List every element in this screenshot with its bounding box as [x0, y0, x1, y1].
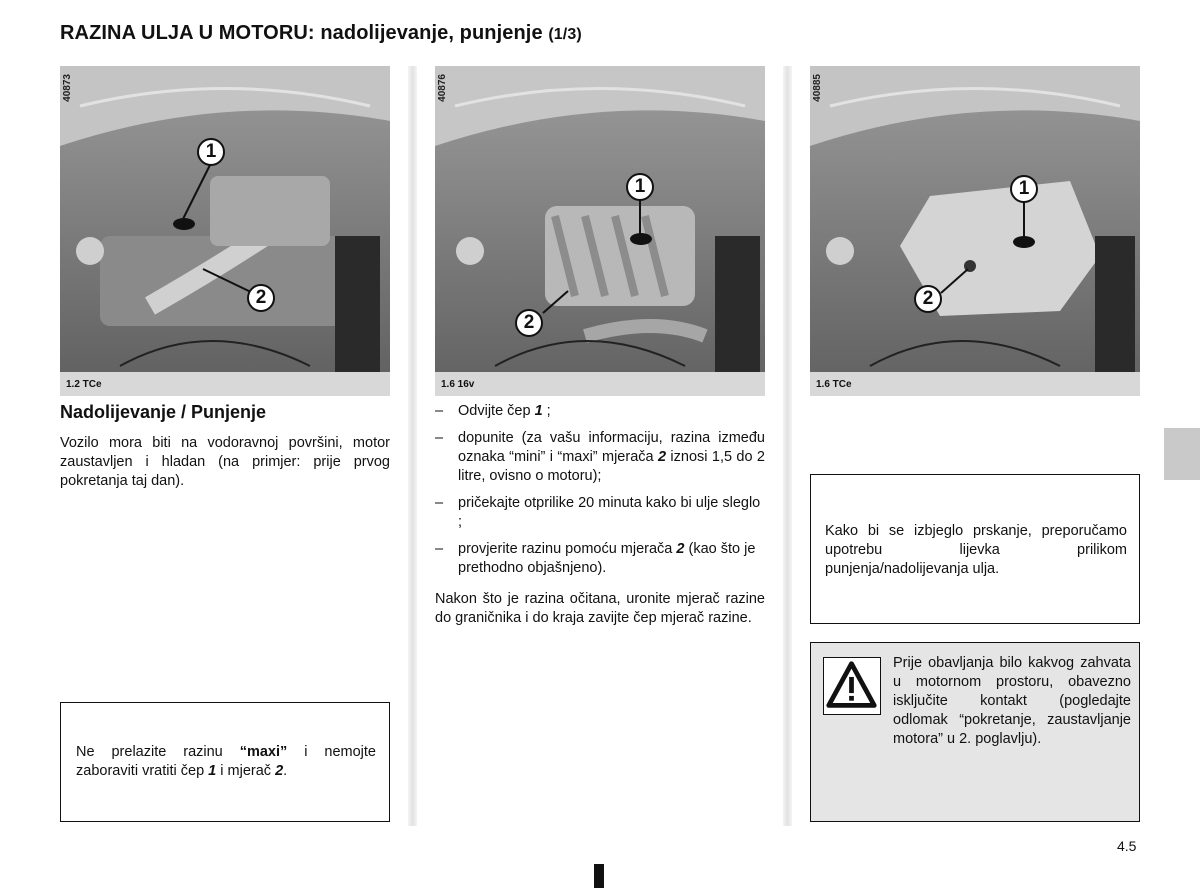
chapter-tab: [1164, 428, 1200, 480]
step-text: pričekajte otprilike 20 minuta kako bi ulje sleglo ;: [458, 495, 761, 530]
step-text: ;: [542, 403, 551, 419]
page-title: [60, 22, 582, 45]
engine-label: 1.2 TCe: [66, 379, 102, 390]
bullet-dash: –: [435, 403, 444, 419]
step-ref: 2: [657, 449, 667, 465]
step-text: dopunite (za vašu informaciju, razina između oznaka “mini” i “maxi” mjerača: [458, 430, 765, 465]
engine-bay-illustration-3: [810, 66, 1140, 396]
engine-photo-2: [435, 66, 765, 396]
note-maxi: “maxi”: [239, 744, 288, 760]
callout-2: 2: [515, 309, 543, 337]
bullet-dash: –: [435, 430, 444, 446]
note-text-part: i nemojte zaboraviti vratiti čep: [76, 744, 377, 779]
note-text-part: i mjerač: [216, 763, 276, 779]
step-ref: 1: [534, 403, 543, 419]
page-title-text: RAZINA ULJA U MOTORU: nadolijevanje, punjenje: [60, 22, 543, 44]
note-text: [76, 743, 376, 781]
warning-triangle-graphic: [824, 658, 879, 713]
step-ref: 2: [676, 541, 685, 557]
engine-bay-illustration-2: [435, 66, 765, 396]
step-text: provjerite razinu pomoću mjerača: [458, 541, 677, 557]
crop-mark: [594, 864, 604, 888]
note-ref-cap: 1: [208, 763, 217, 779]
note-box: [60, 702, 390, 822]
column-divider-1: [408, 66, 417, 826]
list-item: [435, 540, 765, 578]
photo-reference-number: 40876: [437, 74, 448, 102]
callout-1: 1: [1010, 175, 1038, 203]
engine-label: 1.6 16v: [441, 379, 475, 390]
warning-triangle-icon: [823, 657, 881, 715]
info-box: [810, 474, 1140, 624]
bullet-dash: –: [435, 495, 444, 511]
after-reading-paragraph: Nakon što je razina očitana, uronite mjerač razine do graničnika i do kraja zavijte čep mjerač razine.: [435, 591, 765, 626]
page-title-fraction: (1/3): [548, 26, 582, 43]
photo-reference-number: 40873: [62, 74, 73, 102]
list-item: [435, 429, 765, 486]
section-heading: Nadolijevanje / Punjenje: [60, 402, 267, 422]
callout-1: 1: [197, 138, 225, 166]
note-text-part: Ne prelazite razinu: [76, 744, 240, 760]
instruction-list: [435, 402, 765, 586]
page-number: 4.5: [1117, 838, 1137, 854]
info-text: Kako bi se izbjeglo prskanje, preporučamo upotrebu lijevka prilikom punjenja/nadolijevanja ulja.: [825, 523, 1127, 577]
callout-2: 2: [914, 285, 942, 313]
step-text: (kao što je prethodno objašnjeno).: [458, 541, 756, 576]
list-item: [435, 402, 765, 421]
list-item: [435, 494, 765, 532]
column-divider-2: [783, 66, 792, 826]
step-text: iznosi 1,5 do 2 litre, ovisno o motoru);: [458, 449, 765, 484]
warning-text: Prije obavljanja bilo kakvog zahvata u motornom prostoru, obavezno isključite kontakt (pogledajte odlomak “pokretanje, zaustavljanje motora” u 2. poglavlju).: [893, 655, 1131, 747]
engine-label: 1.6 TCe: [816, 379, 852, 390]
bullet-dash: –: [435, 541, 444, 557]
callout-1: 1: [626, 173, 654, 201]
intro-paragraph: Vozilo mora biti na vodoravnoj površini, motor zaustavljen i hladan (na primjer: prije prvog pokretanja taj dan).: [60, 435, 390, 489]
engine-bay-illustration-1: [60, 66, 390, 396]
engine-photo-1: [60, 66, 390, 396]
engine-photo-3: [810, 66, 1140, 396]
note-text-part: .: [283, 763, 288, 779]
warning-box: [810, 642, 1140, 822]
note-ref-dipstick: 2: [275, 763, 284, 779]
photo-reference-number: 40885: [812, 74, 823, 102]
step-text: Odvijte čep: [458, 403, 535, 419]
callout-2: 2: [247, 284, 275, 312]
